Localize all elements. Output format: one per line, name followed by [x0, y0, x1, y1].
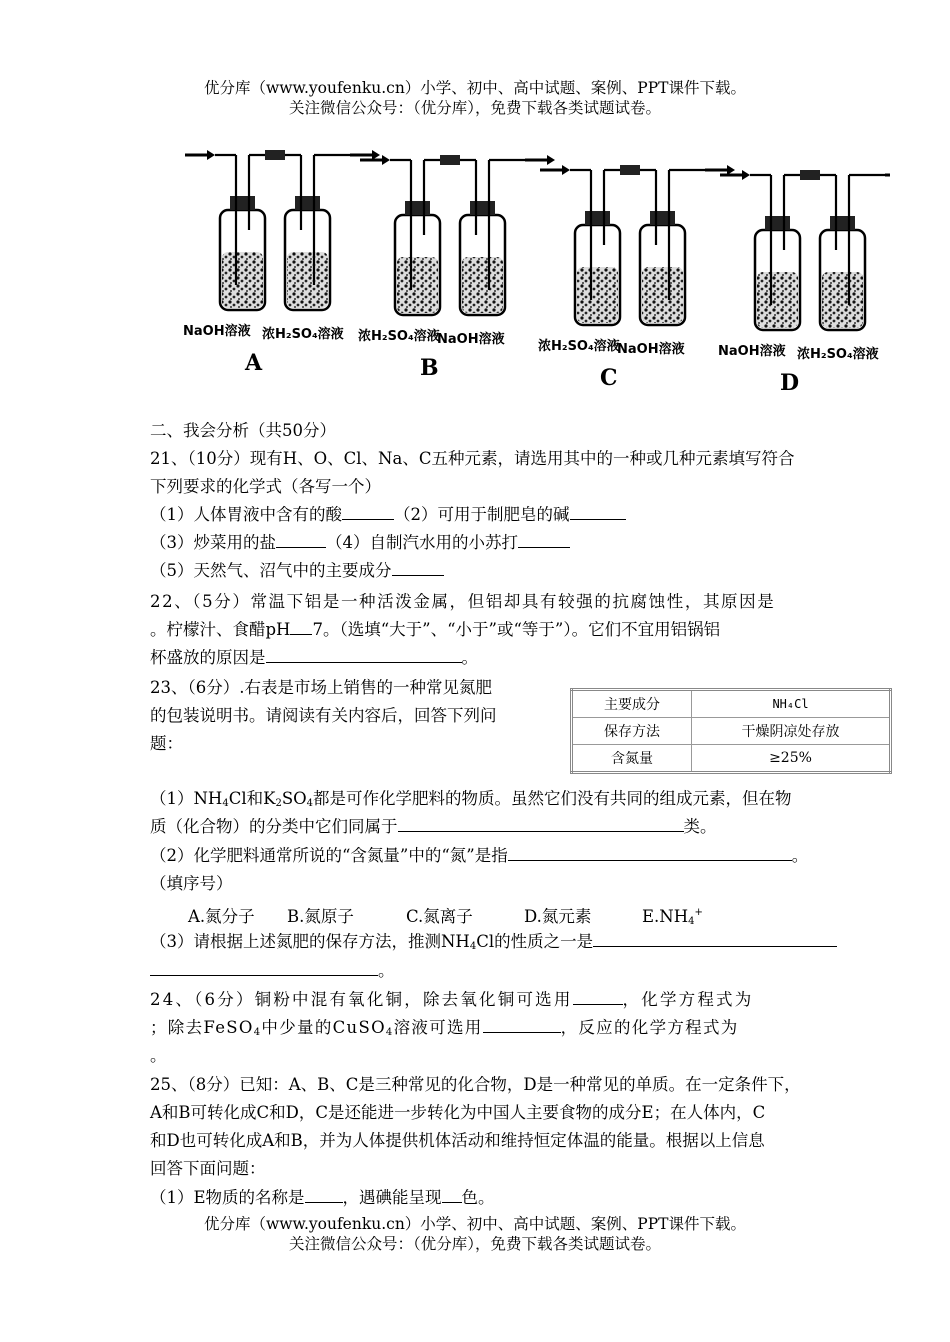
q24-text: 24、（6分）铜粉中混有氧化铜，除去氧化铜可选用	[150, 990, 573, 1009]
bottle-liquid	[397, 257, 438, 313]
answer-blank[interactable]	[305, 1184, 343, 1203]
q24-line1	[150, 986, 895, 1014]
answer-blank[interactable]	[518, 529, 570, 548]
right-bottle-label: NaOH溶液	[437, 332, 505, 347]
q23-part1-line2	[150, 813, 895, 841]
bottle-liquid	[822, 272, 863, 328]
q25-part1	[150, 1184, 895, 1212]
answer-blank[interactable]	[392, 557, 444, 576]
bottle-liquid	[757, 272, 798, 328]
answer-blank[interactable]	[508, 842, 792, 861]
answer-blank[interactable]	[150, 957, 378, 976]
q21-part2: （2）可用于制肥皂的碱	[394, 505, 570, 524]
table-key: 保存方法	[572, 718, 692, 745]
gas-washing-apparatus-figure	[140, 140, 890, 390]
answer-blank[interactable]	[573, 986, 623, 1005]
q22-line3-a: 杯盛放的原因是	[150, 648, 266, 667]
q24-text: ，反应的化学方程式为	[560, 1018, 739, 1037]
q23-p1-text: 都是可作化学肥料的物质。虽然它们没有共同的组成元素，但在物	[313, 789, 792, 808]
q22-line3-b: 。	[461, 648, 478, 667]
q25-stem-line3: 和D也可转化成A和B，并为人体提供机体活动和维持恒定体温的能量。根据以上信息	[150, 1131, 765, 1150]
arrow-head-icon	[562, 165, 570, 175]
q23-intro-line2: 的包装说明书。请阅读有关内容后，回答下列问	[150, 706, 497, 725]
subscript-2: 2	[275, 798, 282, 809]
q21-part1-2	[150, 501, 895, 529]
subscript-4: 4	[253, 1027, 262, 1038]
answer-blank[interactable]	[276, 529, 326, 548]
arrow-head-icon	[382, 155, 390, 165]
q24-line3: 。	[150, 1046, 167, 1065]
option-c[interactable]: C.氮离子	[406, 907, 473, 926]
page-header-line2: 关注微信公众号：（优分库），免费下载各类试题试卷。	[288, 99, 661, 117]
bottle-stopper	[585, 211, 610, 225]
arrow-head-icon	[207, 150, 215, 160]
subscript-4: 4	[469, 941, 477, 952]
page-header-line1: 优分库（www.youfenku.cn）小学、初中、高中试题、案例、PPT课件下载。	[203, 79, 747, 97]
q23-part3-line2	[150, 957, 895, 985]
q23-part2-line1	[150, 842, 895, 870]
right-bottle-label: 浓H₂SO₄溶液	[797, 347, 879, 362]
q25-stem-line1: 25、（8分）已知：A、B、C是三种常见的化合物，D是一种常见的单质。在一定条件下，	[150, 1075, 801, 1094]
answer-blank[interactable]	[593, 928, 837, 947]
rubber-connector	[440, 155, 460, 165]
q22-stem-line1: 22、（5分）常温下铝是一种活泼金属，但铝却具有较强的抗腐蚀性，其原因是	[150, 592, 776, 611]
q23-p1-text: 类。	[683, 817, 717, 836]
q21-part5-text: （5）天然气、沼气中的主要成分	[150, 561, 392, 580]
answer-blank[interactable]	[342, 501, 394, 520]
q23-p1-text: SO	[281, 789, 307, 808]
subscript-4: 4	[688, 916, 695, 927]
option-letter: B	[420, 355, 439, 381]
answer-blank[interactable]	[266, 644, 462, 663]
q23-p1-text: 质（化合物）的分类中它们同属于	[150, 817, 398, 836]
option-letter: D	[780, 370, 800, 390]
left-bottle-label: NaOH溶液	[718, 344, 786, 359]
bottle-liquid	[642, 267, 683, 323]
q24-text: ，化学方程式为	[622, 990, 754, 1009]
q25-p1-text: ，遇碘能呈现	[342, 1188, 442, 1207]
q23-p3-text: 。	[378, 961, 395, 980]
bottle-stopper	[765, 216, 790, 230]
right-bottle-label: NaOH溶液	[617, 342, 685, 357]
rubber-connector	[800, 170, 820, 180]
table-row	[572, 690, 891, 718]
subscript-4: 4	[306, 798, 314, 809]
q22-line2-b: 7。（选填“大于”、“小于”或“等于”）。它们不宜用铝锅铝	[312, 620, 721, 639]
q23-intro-line1: 23、（6分）.右表是市场上销售的一种常见氮肥	[150, 678, 492, 697]
q21-part4: （4）自制汽水用的小苏打	[326, 533, 518, 552]
bottle-stopper	[295, 196, 320, 210]
arrow-head-icon	[547, 155, 555, 165]
table-value: ≥25%	[692, 745, 891, 773]
fertilizer-spec-table	[570, 688, 892, 774]
answer-blank[interactable]	[290, 616, 312, 635]
q22-stem-line3	[150, 644, 895, 672]
bottle-stopper	[830, 216, 855, 230]
q22-stem-line2	[150, 616, 895, 644]
q24-text: ；除去FeSO	[150, 1018, 254, 1037]
answer-blank[interactable]	[398, 813, 684, 832]
bottle-liquid	[287, 252, 328, 308]
q21-part3: （3）炒菜用的盐	[150, 533, 276, 552]
option-b[interactable]: B.氮原子	[287, 907, 354, 926]
bottle-liquid	[577, 267, 618, 323]
q23-p1-text: （1）NH	[150, 789, 223, 808]
q23-part2-line2: （填序号）	[150, 874, 233, 893]
q21-part5	[150, 557, 895, 585]
right-bottle-label: 浓H₂SO₄溶液	[262, 327, 344, 342]
bottle-liquid	[462, 257, 503, 313]
q22-line2-a: 。柠檬汁、食醋pH	[150, 620, 291, 639]
section-title: 二、我会分析（共50分）	[150, 421, 336, 440]
apparatus-setup-A	[183, 150, 380, 376]
q24-text: 中少量的CuSO	[261, 1018, 386, 1037]
bottle-stopper	[470, 201, 495, 215]
option-letter: A	[245, 350, 263, 376]
superscript-plus: +	[694, 907, 703, 918]
q23-p3-text: Cl的性质之一是	[476, 932, 594, 951]
rubber-connector	[265, 150, 285, 160]
table-row	[572, 718, 891, 745]
q21-part3-4	[150, 529, 895, 557]
answer-blank[interactable]	[442, 1184, 462, 1203]
left-bottle-label: NaOH溶液	[183, 324, 251, 339]
page-footer-line1: 优分库（www.youfenku.cn）小学、初中、高中试题、案例、PPT课件下载。	[203, 1215, 747, 1233]
q23-p3-text: （3）请根据上述氮肥的保存方法，推测NH	[150, 932, 470, 951]
left-bottle-label: 浓H₂SO₄溶液	[538, 339, 620, 354]
bottle-stopper	[230, 196, 255, 210]
q23-p2-text: 。	[791, 846, 809, 865]
q25-stem-line4: 回答下面问题：	[150, 1159, 266, 1178]
option-letter: C	[600, 365, 618, 390]
q25-stem-line2: A和B可转化成C和D，C是还能进一步转化为中国人主要食物的成分E；在人体内，C	[150, 1103, 766, 1122]
option-a[interactable]: A.氮分子	[188, 907, 255, 926]
table-key: 主要成分	[572, 690, 692, 718]
apparatus-setup-C	[538, 165, 735, 390]
q21-stem-line2: 下列要求的化学式（各写一个）	[150, 477, 381, 496]
q21-part1: （1）人体胃液中含有的酸	[150, 505, 342, 524]
table-value: NH₄Cl	[692, 690, 891, 718]
answer-blank[interactable]	[483, 1014, 561, 1033]
q25-p1-text: （1）E物质的名称是	[150, 1188, 305, 1207]
table-value: 干燥阴凉处存放	[692, 718, 891, 745]
q24-text: 溶液可选用	[393, 1018, 483, 1037]
option-e-text: E.NH	[642, 907, 689, 926]
bottle-stopper	[405, 201, 430, 215]
bottle-liquid	[222, 252, 263, 308]
subscript-4: 4	[385, 1027, 394, 1038]
option-d[interactable]: D.氮元素	[524, 907, 592, 926]
q21-stem-line1: 21、（10分）现有H、O、Cl、Na、C五种元素，请选用其中的一种或几种元素填写符合	[150, 449, 795, 468]
q23-intro-line3: 题：	[150, 734, 183, 753]
table-row	[572, 745, 891, 773]
arrow-head-icon	[742, 170, 750, 180]
table-key: 含氮量	[572, 745, 692, 773]
q25-p1-text: 色。	[461, 1188, 495, 1207]
left-bottle-label: 浓H₂SO₄溶液	[358, 329, 440, 344]
q23-p2-text: （2）化学肥料通常所说的“含氮量”中的“氮”是指	[150, 846, 508, 865]
q23-p1-text: Cl和K	[228, 789, 276, 808]
bottle-stopper	[650, 211, 675, 225]
answer-blank[interactable]	[570, 501, 626, 520]
apparatus-setup-B	[358, 155, 555, 381]
apparatus-setup-D	[718, 170, 890, 390]
rubber-connector	[620, 165, 640, 175]
page-footer-line2: 关注微信公众号：（优分库），免费下载各类试题试卷。	[288, 1235, 661, 1253]
subscript-4: 4	[222, 798, 229, 809]
